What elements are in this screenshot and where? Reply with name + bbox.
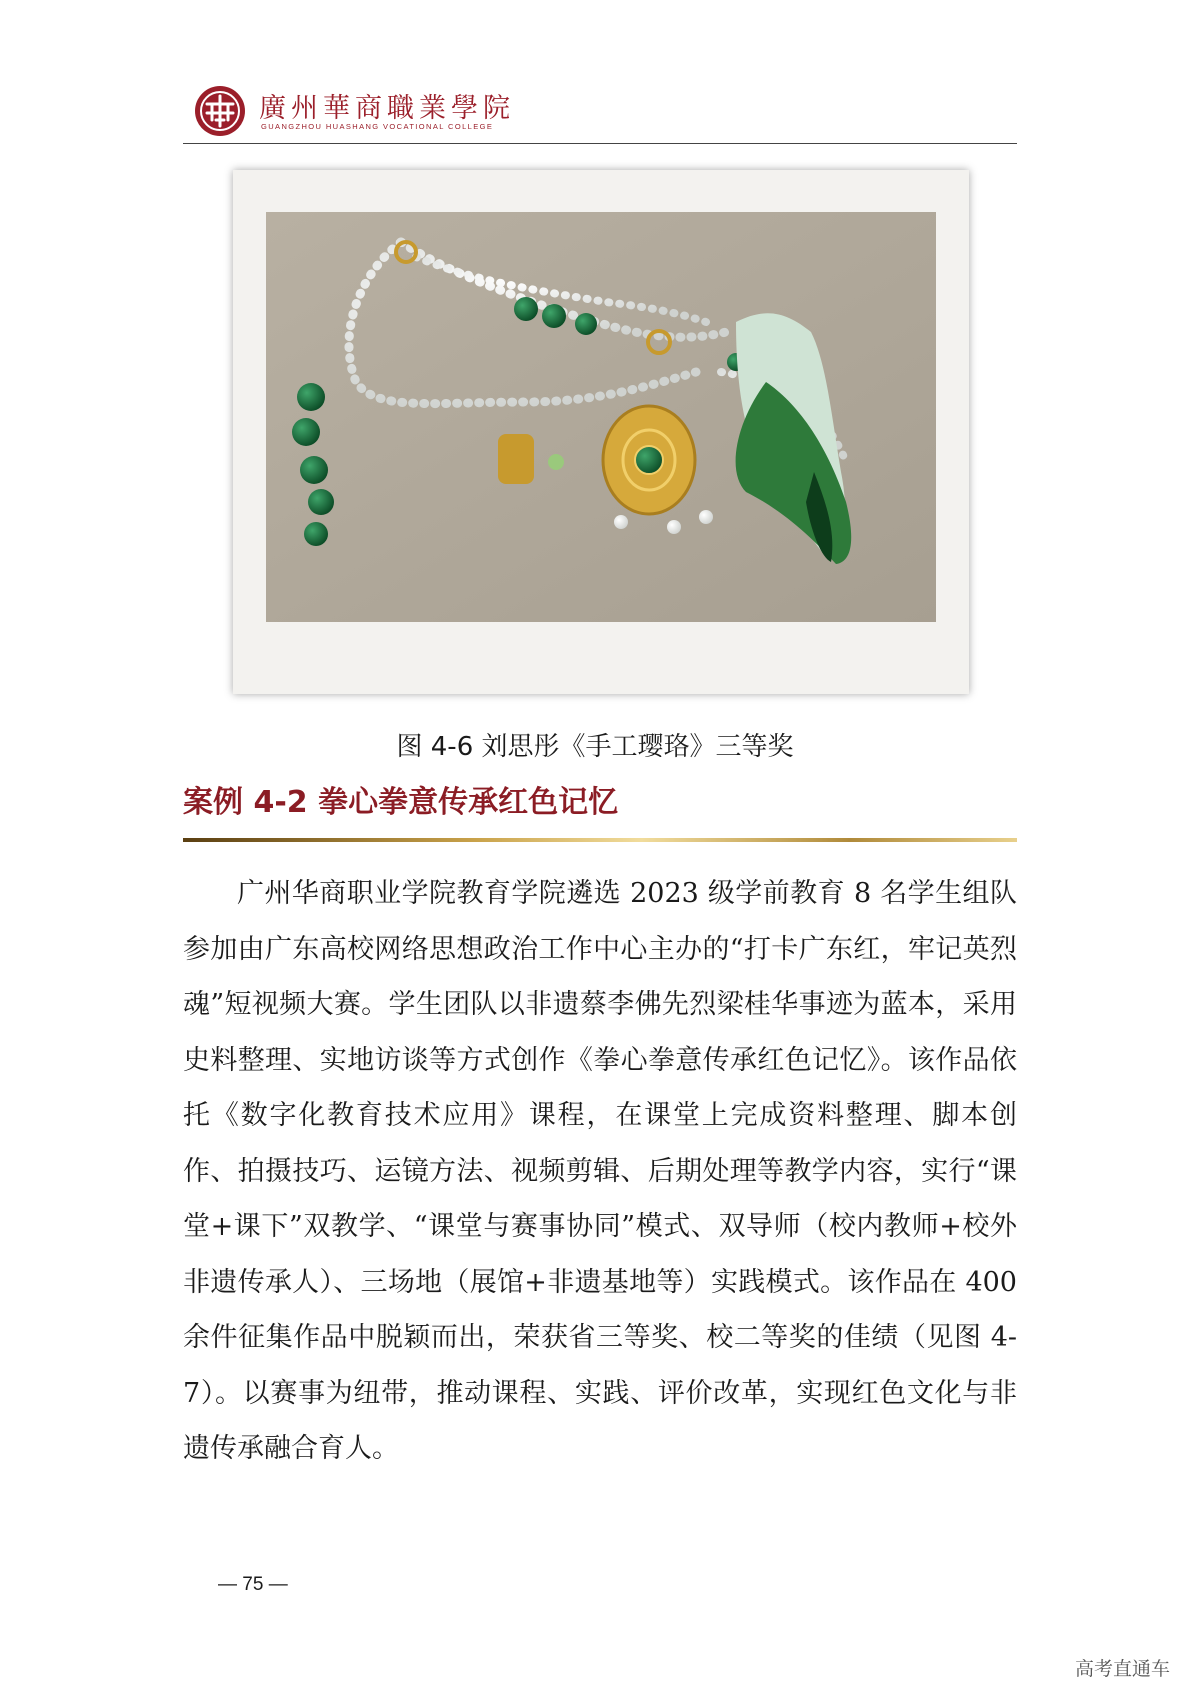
college-logo-icon bbox=[193, 84, 247, 138]
page-header bbox=[183, 78, 1017, 144]
college-name-en: GUANGZHOU HUASHANG VOCATIONAL COLLEGE bbox=[261, 122, 494, 131]
figure-caption: 图 4-6 刘思彤《手工璎珞》三等奖 bbox=[396, 732, 794, 762]
header-divider bbox=[183, 143, 1017, 144]
necklace-photo bbox=[266, 212, 936, 622]
body-text bbox=[183, 866, 1017, 1477]
body-paragraph: 广州华商职业学院教育学院遴选 2023 级学前教育 8 名学生组队参加由广东高校网络思想政治工作中心主办的“打卡广东红，牢记英烈魂”短视频大赛。学生团队以非遗蔡李佛先烈梁桂华事迹为蓝本，采用史料整理、实地访谈等方式创作《拳心拳意传承红色记忆》。该作品依托《数字化教育技术应用》课程，在课堂上完成资料整理、脚本创作、拍摄技巧、运镜方法、视频剪辑、后期处理等教学内容，实行“课堂+课下”双教学、“课堂与赛事协同”模式、双导师（校内教师+校外非遗传承人）、三场地（展馆+非遗基地等）实践模式。该作品在 400 余件征集作品中脱颖而出，荣获省三等奖、校二等奖的佳绩（见图 4-7）。以赛事为纽带，推动课程、实践、评价改革，实现红色文化与非遗传承融合育人。 bbox=[183, 878, 1017, 1464]
college-name-cn: 廣州華商職業學院 bbox=[259, 93, 515, 124]
figure-photo-frame bbox=[233, 170, 969, 694]
page-number: — 75 — bbox=[218, 1574, 288, 1595]
case-heading: 案例 4-2 拳心拳意传承红色记忆 bbox=[183, 785, 619, 820]
watermark-text: 高考直通车 bbox=[1074, 1658, 1170, 1680]
gold-divider bbox=[183, 838, 1017, 842]
